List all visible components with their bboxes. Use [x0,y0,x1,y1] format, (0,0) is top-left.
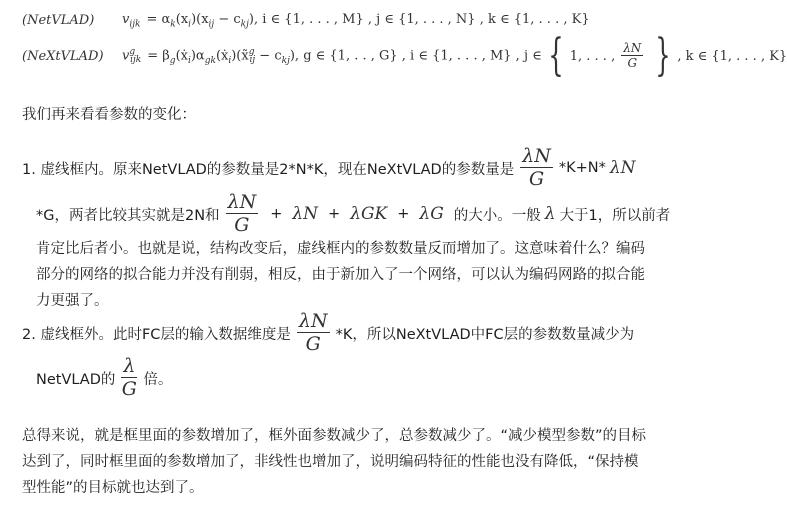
math-lambda-n: λN [609,158,636,178]
fraction-lambda-n-over-g: $\frac{\lambda N}{G}$ [623,41,642,70]
intro-text: 我们再来看看参数的变化： [22,107,196,123]
math-lambda: λ [544,204,556,224]
fraction-lambda-n-over-g: $\frac{\lambda N}{G}$ [522,144,551,190]
math-lambda-g: λG [419,204,444,224]
equation-tail: , k ∈ {1, . . . , K} [677,48,787,64]
fraction-lambda-n-over-g: $\frac{\lambda N}{G}$ [227,190,257,236]
item2-text: 倍。 [143,371,173,388]
math-lambda-n: λN [292,204,319,224]
item2-text: NetVLAD的 [36,371,116,388]
item1-line5: 力更强了。 [36,293,109,309]
item1-text: *G，两者比较其实就是2N和 [36,207,220,224]
equation-lhs: $v_{ijk}$ [122,12,141,30]
fraction-lambda-n-over-g: $\frac{\lambda N}{G}$ [298,309,328,355]
summary-line1: 总得来说，就是框里面的参数增加了，框外面参数减少了，总参数减少了。“减少模型参数”的目标 [22,428,647,444]
left-brace: { [548,30,564,81]
item2-text: 2. 虚线框外。此时FC层的输入数据维度是 [22,326,291,343]
fraction-lambda-over-g: $\frac{\lambda}{G}$ [121,354,137,400]
equation-tag: (NeXtVLAD) [22,48,104,64]
item1-text: *K+N* [558,160,606,176]
equation-netvlad [22,12,590,30]
item1-line1 [22,144,640,190]
item2-line1 [22,309,635,355]
summary-line3: 型性能”的目标就也达到了。 [22,480,204,496]
right-brace: } [655,30,672,81]
item1-line4: 部分的网络的拟合能力并没有削弱，相反，由于新加入了一个网络，可以认为编码网路的拟合能 [36,267,645,283]
item1-line3: 肯定比后者小。也就是说，结构改变后，虚线框内的参数数量反而增加了。这意味着什么？编码 [36,241,645,257]
equation-nextvlad [22,30,787,81]
item2-text: *K，所以NeXtVLAD中FC层的参数数量减少为 [335,326,635,343]
equation-rhs: = $\beta_g(ẋ_i)\alpha_{gk}(ẋ_i)(x̃^g_{ij} - c_{kj})$, g ∈ {1, . . , G} , i ∈ {1, . . . , M} , j ∈ [147,46,542,66]
equation-rhs: = $\alpha_k(x_i)(x_{ij} - c_{kj})$, i ∈ {1, . . . , M} , j ∈ {1, . . . , N} , k ∈ {1, . . . , K} [146,12,590,30]
item1-line2: *G，两者比较其实就是2N和 $\frac{\lambda N}{G}$ + λN + λGK + λG 的大小。一般 λ 大于1，所以前者 [36,190,671,236]
item2-line2 [36,356,172,400]
item1-text: 1. 虚线框内。原来NetVLAD的参数量是2*N*K，现在NeXtVLAD的参数量是 [22,161,515,178]
equation-tag: (NetVLAD) [22,13,95,29]
summary-line2: 达到了，同时框里面的参数增加了，非线性也增加了，说明编码特征的性能也没有降低，“保持模 [22,454,639,470]
set-prefix: 1, . . . , [569,48,616,64]
item1-text: 的大小。一般 [453,207,541,224]
math-lambda-gk: λGK [350,204,388,224]
item1-text: 大于1，所以前者 [559,207,671,224]
equation-lhs: $v^g_{ijk}$ [122,46,142,66]
